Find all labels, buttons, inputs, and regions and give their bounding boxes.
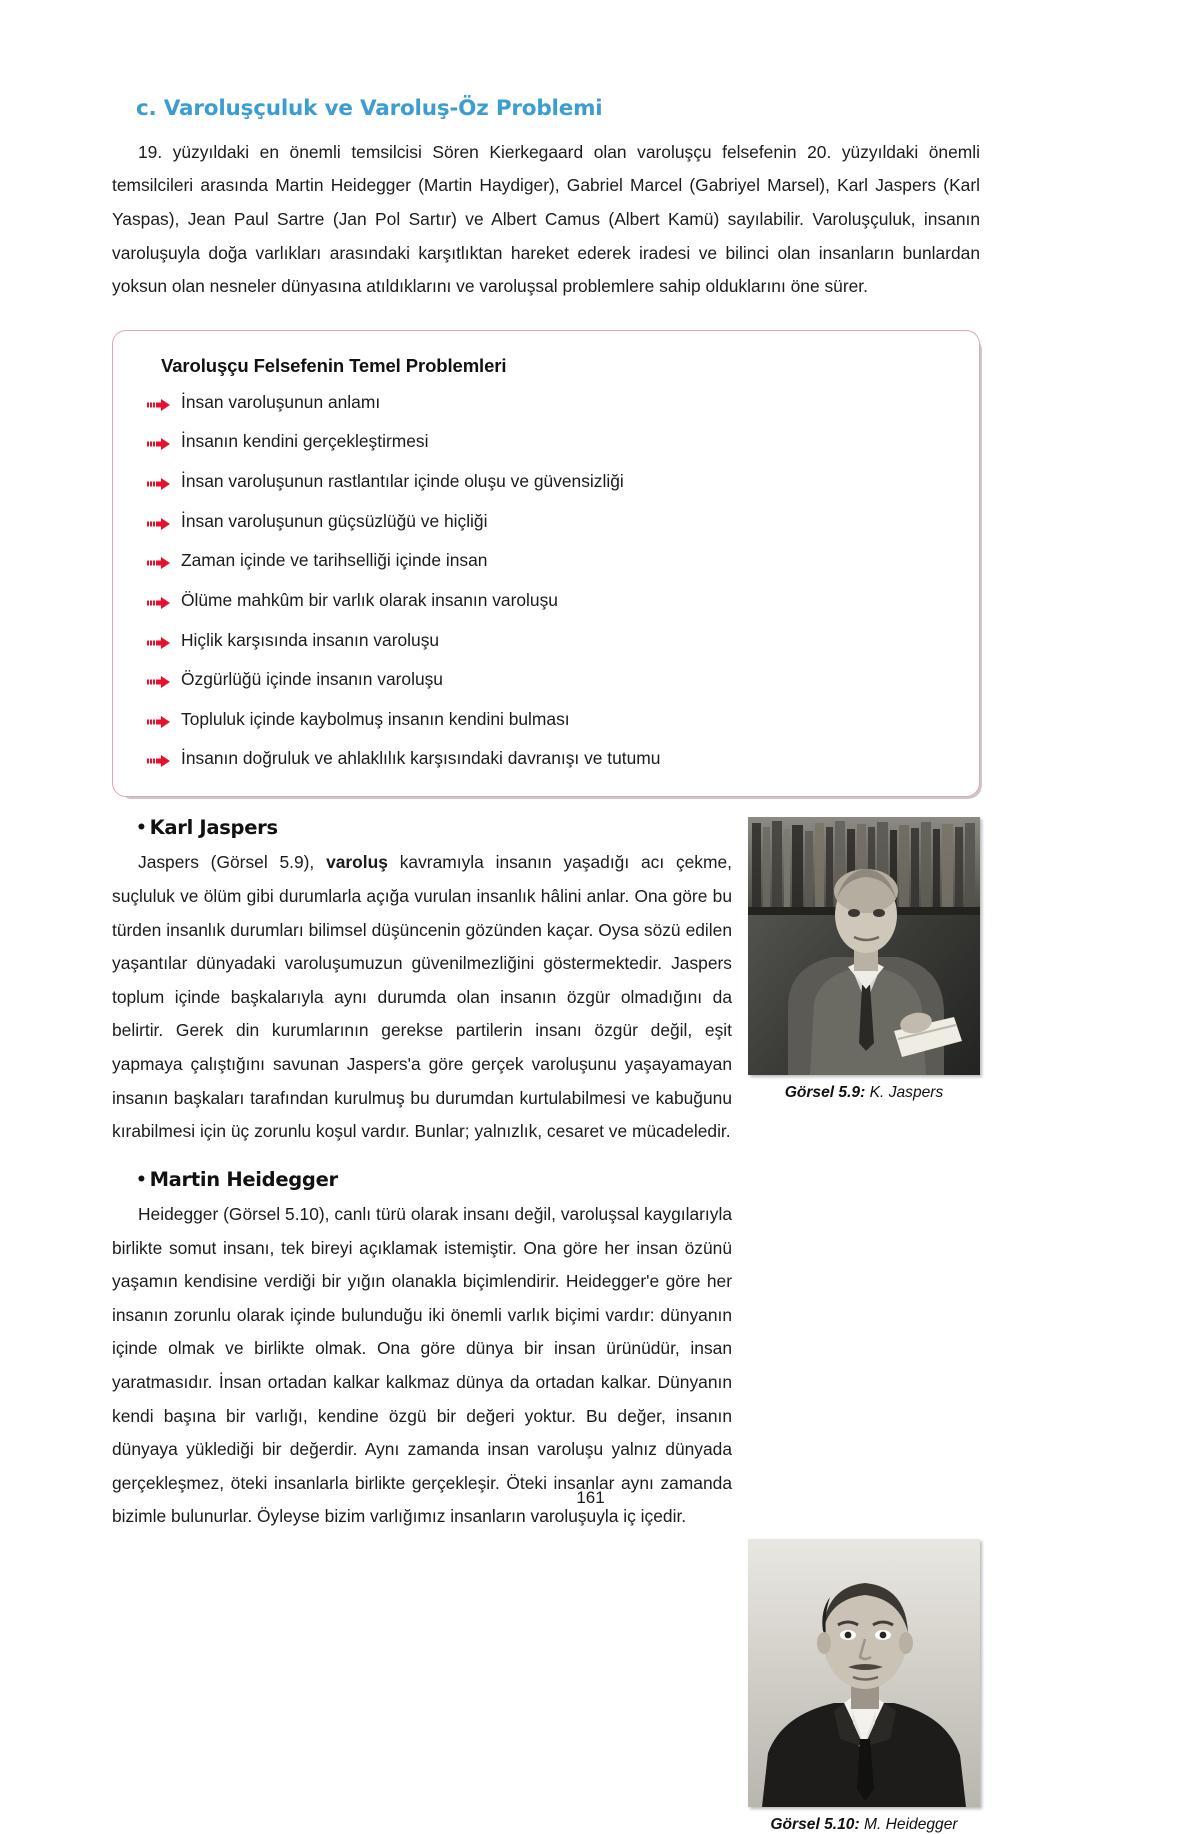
jaspers-paragraph (112, 846, 732, 1148)
list-item (143, 470, 951, 493)
jaspers-keyword-varolus: varoluş (326, 852, 388, 873)
heidegger-figure-caption (748, 1816, 980, 1834)
red-arrow-icon (147, 474, 171, 488)
figure-jaspers (748, 817, 980, 1102)
heidegger-figure-caption-text: M. Heidegger (859, 1815, 958, 1833)
list-item (143, 708, 951, 731)
red-arrow-icon (147, 593, 171, 607)
list-item-label: İnsanın kendini gerçekleştirmesi (181, 431, 429, 452)
red-arrow-icon (147, 751, 171, 765)
bullet-dot-icon: • (136, 1169, 147, 1190)
red-arrow-icon (147, 633, 171, 647)
red-arrow-icon (147, 553, 171, 567)
list-item (143, 668, 951, 691)
list-item-label: İnsan varoluşunun anlamı (181, 391, 381, 412)
red-arrow-icon (147, 712, 171, 726)
list-item (143, 510, 951, 533)
list-item-label: İnsanın doğruluk ve ahlaklılık karşısındaki davranışı ve tutumu (181, 748, 661, 769)
jaspers-figure-caption-text: K. Jaspers (865, 1084, 944, 1102)
list-item-label: Hiçlik karşısında insanın varoluşu (181, 629, 440, 650)
jaspers-heading (136, 815, 732, 840)
list-item-label: İnsan varoluşunun güçsüzlüğü ve hiçliği (181, 510, 488, 531)
problem-box (112, 330, 980, 797)
list-item (143, 549, 951, 572)
list-item (143, 391, 951, 414)
jaspers-figure-caption (748, 1084, 980, 1102)
heidegger-figure-caption-label: Görsel 5.10: (770, 1815, 860, 1833)
jaspers-text-column (112, 815, 732, 1149)
red-arrow-icon (147, 672, 171, 686)
page-title: c. Varoluşçuluk ve Varoluş-Öz Problemi (136, 96, 603, 121)
heidegger-heading (136, 1167, 732, 1192)
list-item-label: Özgürlüğü içinde insanın varoluşu (181, 669, 443, 690)
figure-heidegger (748, 1539, 980, 1834)
list-item-label: Topluluk içinde kaybolmuş insanın kendini bulması (181, 708, 570, 729)
heidegger-heading-label: Martin Heidegger (149, 1167, 338, 1191)
list-item (143, 629, 951, 652)
list-item-label: İnsan varoluşunun rastlantılar içinde oluşu ve güvensizliği (181, 471, 624, 492)
heidegger-portrait-image (748, 1539, 980, 1807)
jaspers-paragraph-part1: Jaspers (Görsel 5.9), (138, 852, 327, 873)
heidegger-section (112, 1167, 980, 1833)
list-item (143, 747, 951, 770)
red-arrow-icon (147, 434, 171, 448)
page-content (112, 96, 980, 1833)
list-item-label: Zaman içinde ve tarihselliği içinde insan (181, 550, 488, 571)
jaspers-paragraph-part2: kavramıyla insanın yaşadığı acı çekme, suçluluk ve ölüm gibi durumlarla açığa vurulan insanlık hâlini anlar. Ona göre bu türden insanlık durumları bilimsel düşüncenin gözünden kaçar. Oysa sözü edilen yaşantılar dünyadaki varoluşumuzun güvenilmezliğini göstermektedir. Jaspers toplum içinde başkalarıyla aynı durumda olan insanın özgür olmadığını da belirtir. Gerek din kurumlarının gerekse partilerin insanı özgür değil, eşit yapmaya çalıştığını savunan Jaspers'a göre gerçek varoluşunu yaşayamayan insanın başkaları tarafından kurulmuş bu durumdan kurtulabilmesi ve kabuğunu kırabilmesi için üç zorunlu koşul vardır. Bunlar; yalnızlık, cesaret ve mücadeledir. (112, 852, 732, 1142)
intro-paragraph: 19. yüzyıldaki en önemli temsilcisi Sören Kierkegaard olan varoluşçu felsefenin 20. yüzyıldaki önemli temsilcileri arasında Martin Heidegger (Martin Haydiger), Gabriel Marcel (Gabriyel Marsel), Karl Jaspers (Karl Yaspas), Jean Paul Sartre (Jan Pol Sartır) ve Albert Camus (Albert Kamü) sayılabilir. Varoluşçuluk, insanın varoluşuyla doğa varlıkları arasındaki karşıtlıktan hareket ederek iradesi ve bilinci olan insanların bunlardan yoksun olan nesneler dünyasına atıldıklarını ve varoluşsal problemlere sahip olduklarını öne sürer. (112, 141, 980, 297)
jaspers-figure-caption-label: Görsel 5.9: (784, 1084, 866, 1102)
list-item (143, 589, 951, 612)
list-item-label: Ölüme mahkûm bir varlık olarak insanın varoluşu (181, 589, 558, 610)
problem-box-title: Varoluşçu Felsefenin Temel Problemleri (161, 354, 507, 376)
red-arrow-icon (147, 514, 171, 528)
red-arrow-icon (147, 395, 171, 409)
heidegger-paragraph: Heidegger (Görsel 5.10), canlı türü olarak insanı değil, varoluşsal kaygılarıyla birlikte somut insanı, tek bireyi açıklamak istemiştir. Ona göre her insan özünü yaşamın kendisine verdiği bir yığın olanakla biçimlendirir. Heidegger'e göre her insanın zorunlu olarak içinde bulunduğu iki önemli varlık biçimi vardır: dünyanın içinde olmak ve birlikte olmak. Ona göre dünya bir insan ürünüdür, insan yaratmasıdır. İnsan ortadan kalkar kalkmaz dünya da ortadan kalkar. Dünyanın kendi başına bir varlığı, kendine özgü bir değeri yoktur. Bu değer, insanın dünyaya yüklediği bir değerdir. Aynı zamanda insan varoluşu yalnız dünyada gerçekleşmez, öteki insanlarla birlikte gerçekleşir. Öteki insanlar aynı zamanda bizimle bulunurlar. Öyleyse bizim varlığımız insanların varoluşuyla iç içedir. (112, 1204, 732, 1527)
bullet-dot-icon: • (136, 818, 147, 839)
page-number: 161 (576, 1488, 605, 1507)
jaspers-section (112, 815, 980, 1149)
problem-list (143, 391, 951, 770)
jaspers-portrait-image (748, 817, 980, 1075)
heidegger-text-column (112, 1167, 732, 1534)
problem-box-container (112, 330, 980, 797)
jaspers-heading-label: Karl Jaspers (149, 816, 278, 840)
list-item (143, 430, 951, 453)
